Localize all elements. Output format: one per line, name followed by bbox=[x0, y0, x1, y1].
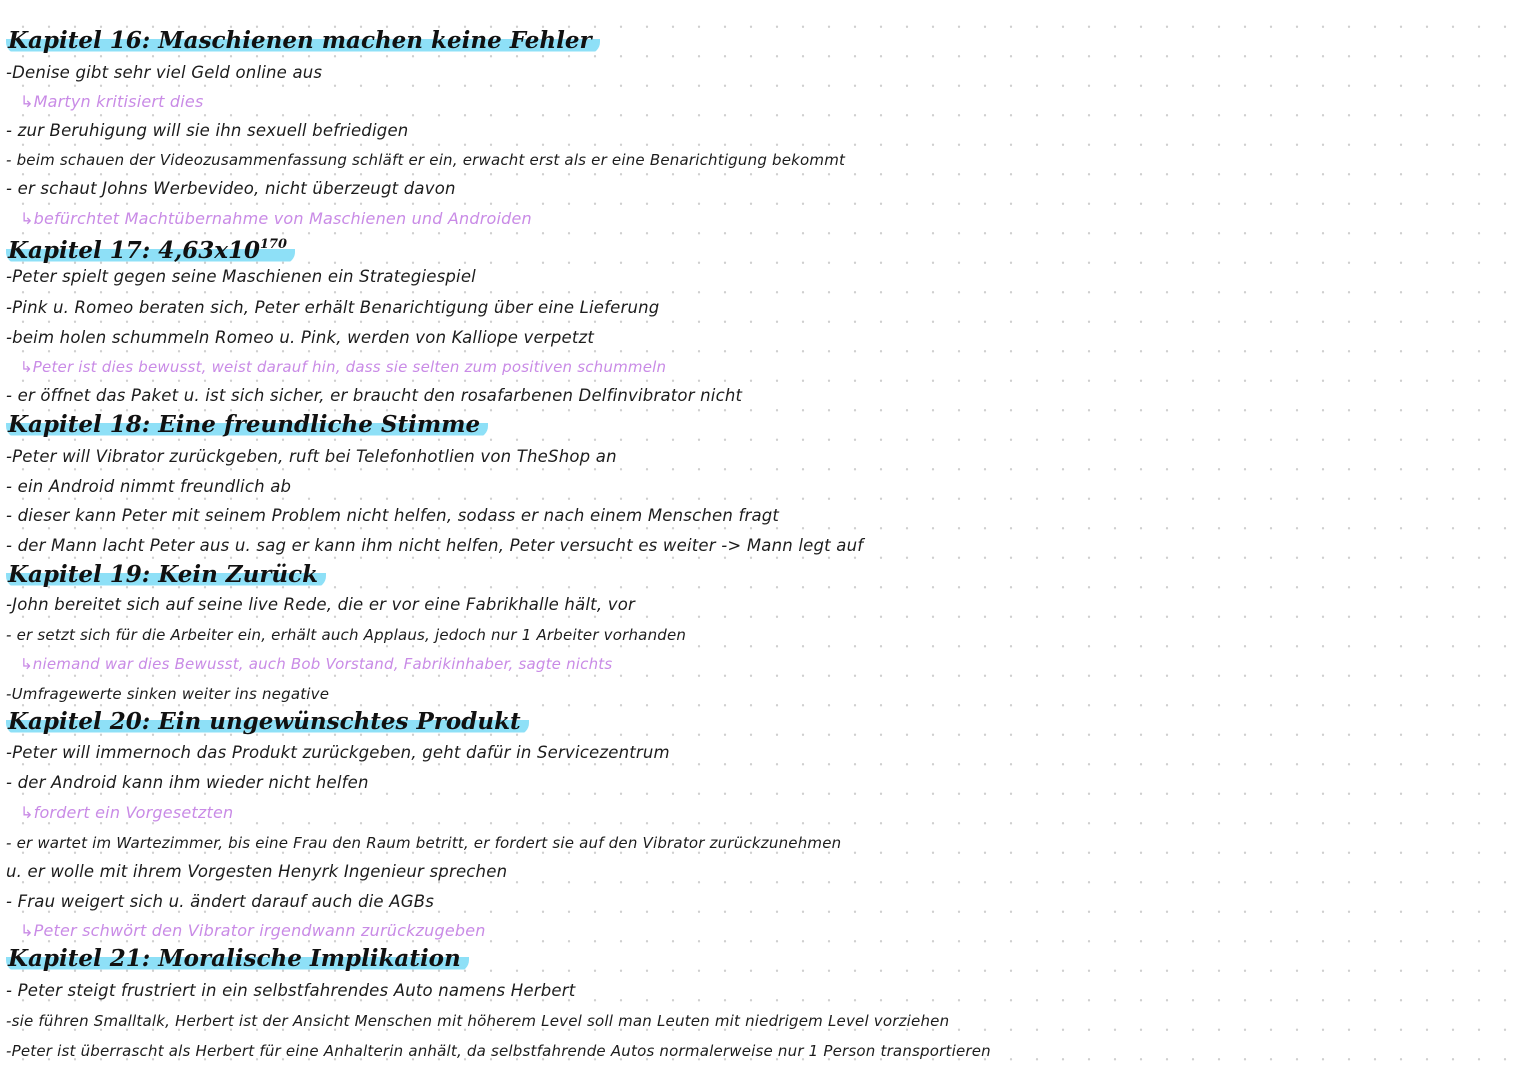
chapter-18-line-2: - ein Android nimmt freundlich ab bbox=[6, 477, 292, 496]
chapter-16-line-1: -Denise gibt sehr viel Geld online aus bbox=[6, 63, 323, 82]
chapter-17-line-3: -beim holen schummeln Romeo u. Pink, werden von Kalliope verpetzt bbox=[6, 328, 595, 347]
chapter-16-note-1: ↳Martyn kritisiert dies bbox=[20, 92, 204, 111]
chapter-16-line-2: - zur Beruhigung will sie ihn sexuell befriedigen bbox=[6, 121, 409, 140]
chapter-17-line-4: - er öffnet das Paket u. ist sich sicher, er braucht den rosafarbenen Delfinvibrator nicht bbox=[6, 386, 743, 405]
chapter-20-line-4: u. er wolle mit ihrem Vorgesten Henyrk Ingenieur sprechen bbox=[6, 862, 508, 881]
chapter-20-line-1: -Peter will immernoch das Produkt zurückgeben, geht dafür in Servicezentrum bbox=[6, 743, 670, 762]
chapter-21-title: Kapitel 21: Moralische Implikation bbox=[6, 945, 469, 972]
chapter-20-note-1: ↳fordert ein Vorgesetzten bbox=[20, 803, 234, 822]
chapter-21-line-1: - Peter steigt frustriert in ein selbstfahrendes Auto namens Herbert bbox=[6, 981, 576, 1000]
chapter-19-line-2: - er setzt sich für die Arbeiter ein, erhält auch Applaus, jedoch nur 1 Arbeiter vorhanden bbox=[6, 626, 687, 644]
chapter-17-line-1: -Peter spielt gegen seine Maschienen ein Strategiespiel bbox=[6, 267, 476, 286]
chapter-19-heading bbox=[6, 560, 326, 590]
chapter-18-line-1: -Peter will Vibrator zurückgeben, ruft bei Telefonhotlien von TheShop an bbox=[6, 447, 617, 466]
chapter-17-heading bbox=[6, 230, 295, 266]
chapter-18-line-4: - der Mann lacht Peter aus u. sag er kann ihm nicht helfen, Peter versucht es weiter -> Mann legt auf bbox=[6, 536, 864, 555]
chapter-19-line-1: -John bereitet sich auf seine live Rede, die er vor eine Fabrikhalle hält, vor bbox=[6, 595, 635, 614]
chapter-18-title: Kapitel 18: Eine freundliche Stimme bbox=[6, 411, 488, 438]
chapter-17-note-1: ↳Peter ist dies bewusst, weist darauf hin, dass sie selten zum positiven schummeln bbox=[20, 358, 667, 376]
chapter-16-note-2: ↳befürchtet Machtübernahme von Maschienen und Androiden bbox=[20, 209, 532, 228]
chapter-16-line-3: - beim schauen der Videozusammenfassung schläft er ein, erwacht erst als er eine Benarichtigung bekommt bbox=[6, 151, 846, 169]
chapter-20-line-5: - Frau weigert sich u. ändert darauf auch die AGBs bbox=[6, 892, 435, 911]
chapter-21-line-3: -Peter ist überrascht als Herbert für eine Anhalterin anhält, da selbstfahrende Autos normalerweise nur 1 Person transportieren bbox=[6, 1042, 991, 1060]
chapter-16-line-4: - er schaut Johns Werbevideo, nicht überzeugt davon bbox=[6, 179, 456, 198]
chapter-17-line-2: -Pink u. Romeo beraten sich, Peter erhält Benarichtigung über eine Lieferung bbox=[6, 298, 660, 317]
chapter-21-heading bbox=[6, 944, 469, 974]
chapter-19-title: Kapitel 19: Kein Zurück bbox=[6, 561, 326, 588]
chapter-18-heading bbox=[6, 410, 488, 440]
chapter-20-heading bbox=[6, 707, 529, 737]
chapter-20-line-3: - er wartet im Wartezimmer, bis eine Frau den Raum betritt, er fordert sie auf den Vibrator zurückzunehmen bbox=[6, 834, 842, 852]
chapter-17-exponent: 170 bbox=[259, 237, 288, 252]
chapter-20-title: Kapitel 20: Ein ungewünschtes Produkt bbox=[6, 708, 529, 735]
chapter-21-line-2: -sie führen Smalltalk, Herbert ist der Ansicht Menschen mit höherem Level soll man Leuten mit niedrigem Level vorziehen bbox=[6, 1012, 950, 1030]
chapter-17-title: Kapitel 17: 4,63x10 bbox=[8, 237, 260, 264]
chapter-19-note-1: ↳niemand war dies Bewusst, auch Bob Vorstand, Fabrikinhaber, sagte nichts bbox=[20, 655, 613, 673]
chapter-16-heading bbox=[6, 26, 600, 56]
chapter-17-title-wrap bbox=[6, 237, 295, 264]
chapter-19-line-3: -Umfragewerte sinken weiter ins negative bbox=[6, 685, 330, 703]
chapter-20-line-2: - der Android kann ihm wieder nicht helfen bbox=[6, 773, 369, 792]
chapter-16-title: Kapitel 16: Maschienen machen keine Fehler bbox=[6, 27, 600, 54]
chapter-18-line-3: - dieser kann Peter mit seinem Problem nicht helfen, sodass er nach einem Menschen fragt bbox=[6, 506, 780, 525]
chapter-20-note-2: ↳Peter schwört den Vibrator irgendwann zurückzugeben bbox=[20, 921, 486, 940]
